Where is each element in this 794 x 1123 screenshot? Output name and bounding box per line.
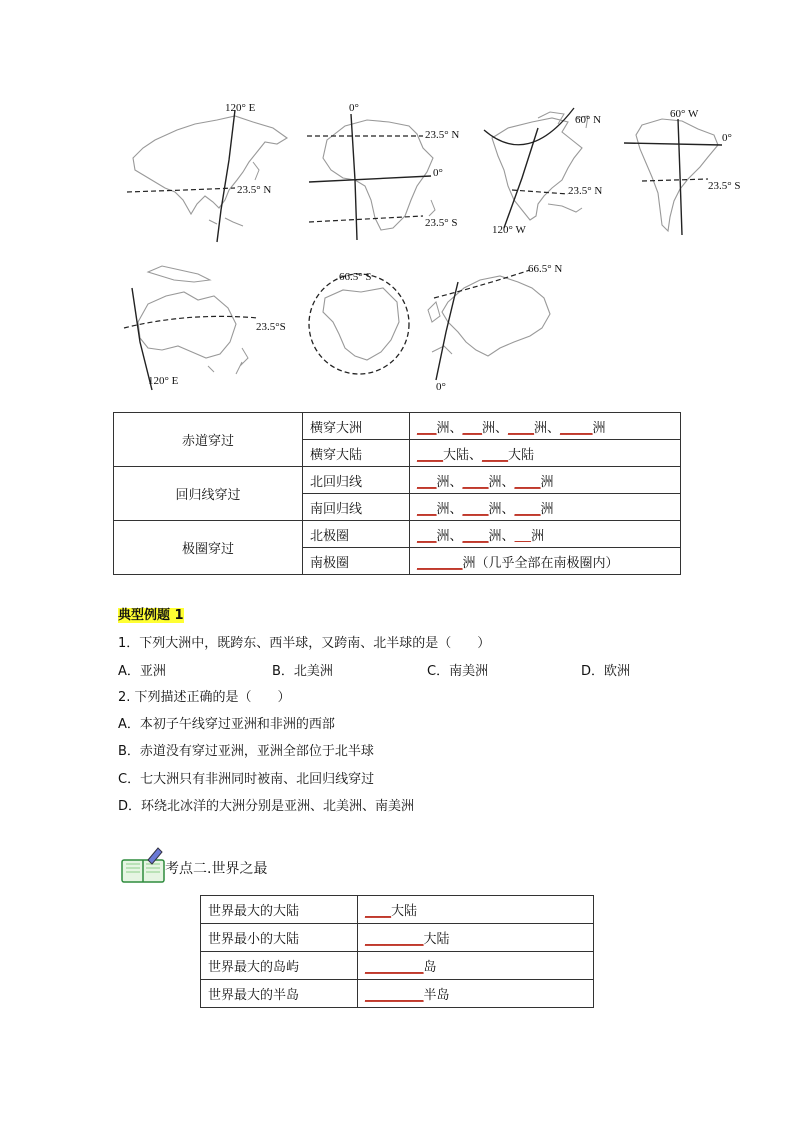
africa-map — [305, 100, 475, 245]
answer-text: 大陆、 — [443, 447, 483, 463]
africa-s-label: 23.5° S — [425, 217, 458, 229]
oceania-map — [118, 262, 308, 392]
answer-text: 洲（几乎全部在南极圈内） — [462, 555, 619, 571]
answer-cell — [410, 494, 681, 521]
asia-lon-label: 120° E — [225, 102, 256, 114]
antarctica-map — [305, 268, 415, 378]
answer-text: 洲 — [540, 474, 554, 490]
answer-blank[interactable]: ___ — [462, 420, 483, 436]
sa-lon-label: 60° W — [670, 108, 699, 120]
answer-blank[interactable]: ____ — [462, 528, 489, 544]
answer-text: 洲、 — [436, 528, 463, 544]
answer-suffix: 岛 — [423, 960, 437, 975]
q2-option-c: C．七大洲只有非洲同时被南、北回归线穿过 — [118, 772, 375, 787]
answer-text: 大陆 — [508, 447, 535, 463]
answer-text: 洲 — [531, 528, 545, 544]
answer-suffix: 大陆 — [423, 932, 450, 947]
lines-through-continents-table — [113, 412, 681, 575]
answer-blank[interactable]: ___ — [417, 420, 437, 436]
record-answer-cell — [358, 896, 594, 924]
oceania-tropic-label: 23.5°S — [256, 321, 286, 333]
answer-suffix: 大陆 — [391, 904, 418, 919]
record-item-cell: 世界最大的岛屿 — [201, 952, 358, 980]
subcategory-cell: 北回归线 — [303, 467, 410, 494]
answer-text: 洲 — [540, 501, 554, 517]
q2-option-b: B．赤道没有穿过亚洲，亚洲全部位于北半球 — [118, 744, 374, 759]
answer-blank[interactable]: ___ — [417, 528, 437, 544]
answer-blank[interactable]: ____ — [482, 447, 509, 463]
answer-cell — [410, 413, 681, 440]
table-row — [201, 924, 594, 952]
answer-suffix: 半岛 — [423, 988, 450, 1003]
answer-blank[interactable]: ____ — [462, 501, 489, 517]
answer-text: 洲、 — [482, 420, 509, 436]
answer-blank[interactable]: ____ — [508, 420, 535, 436]
subcategory-cell: 南回归线 — [303, 494, 410, 521]
answer-text: 洲、 — [534, 420, 561, 436]
answer-blank[interactable]: _________ — [365, 988, 424, 1003]
answer-text: 洲、 — [488, 501, 515, 517]
answer-blank[interactable]: ____ — [514, 474, 541, 490]
answer-blank[interactable]: _________ — [365, 932, 424, 947]
africa-eq-label: 0° — [433, 167, 443, 179]
oceania-lon-label: 120° E — [148, 375, 179, 387]
table-row — [201, 952, 594, 980]
record-item-cell: 世界最小的大陆 — [201, 924, 358, 952]
question-1: 1．下列大洲中，既跨东、西半球，又跨南、北半球的是（ ） — [118, 636, 491, 651]
answer-blank[interactable]: ___ — [417, 474, 437, 490]
na-tropic-label: 23.5° N — [568, 185, 603, 197]
world-records-table — [200, 895, 594, 1008]
answer-blank[interactable]: ____ — [365, 904, 391, 919]
answer-text: 洲、 — [488, 528, 515, 544]
africa-lon-label: 0° — [349, 102, 359, 114]
subcategory-cell: 南极圈 — [303, 548, 410, 575]
answer-blank[interactable]: ____ — [462, 474, 489, 490]
record-answer-cell — [358, 924, 594, 952]
na-polar-label: 60° N — [575, 114, 602, 126]
subcategory-cell: 横穿大洲 — [303, 413, 410, 440]
answer-text: 洲、 — [436, 501, 463, 517]
table-row — [114, 521, 681, 548]
q1-option-c: C．南美洲 — [427, 664, 489, 679]
europe-map — [418, 262, 578, 392]
europe-lon-label: 0° — [436, 381, 446, 393]
section2-title: 考点二.世界之最 — [165, 861, 268, 877]
answer-blank[interactable]: _________ — [365, 960, 424, 975]
north-america-map — [478, 108, 628, 243]
answer-cell — [410, 467, 681, 494]
record-answer-cell — [358, 980, 594, 1008]
subcategory-cell: 横穿大陆 — [303, 440, 410, 467]
asia-map — [125, 100, 295, 245]
q2-option-a: A．本初子午线穿过亚洲和非洲的西部 — [118, 717, 335, 732]
table-row — [201, 980, 594, 1008]
europe-circle-label: 66.5° N — [528, 263, 563, 275]
q1-option-a: A．亚洲 — [118, 664, 166, 679]
q1-option-d: D．欧洲 — [581, 664, 631, 679]
table-row — [114, 413, 681, 440]
answer-blank[interactable]: ____ — [417, 447, 443, 463]
answer-blank[interactable]: ____ — [514, 501, 541, 517]
answer-text: 洲、 — [436, 420, 463, 436]
category-cell: 极圈穿过 — [114, 521, 303, 575]
na-lon-label: 120° W — [492, 224, 526, 236]
subcategory-cell: 北极圈 — [303, 521, 410, 548]
antarctica-circle-label: 66.5° S — [339, 271, 372, 283]
record-item-cell: 世界最大的大陆 — [201, 896, 358, 924]
table-row — [201, 896, 594, 924]
question-2: 2. 下列描述正确的是（ ） — [118, 690, 291, 705]
sa-eq-label: 0° — [722, 132, 732, 144]
answer-blank[interactable]: ___ — [417, 501, 437, 517]
asia-lat-label: 23.5° N — [237, 184, 272, 196]
answer-text: 洲、 — [488, 474, 515, 490]
africa-n-label: 23.5° N — [425, 129, 460, 141]
answer-blank[interactable]: _______ — [417, 555, 463, 571]
record-item-cell: 世界最大的半岛 — [201, 980, 358, 1008]
answer-cell — [410, 548, 681, 575]
category-cell: 赤道穿过 — [114, 413, 303, 467]
record-answer-cell — [358, 952, 594, 980]
q2-option-d: D．环绕北冰洋的大洲分别是亚洲、北美洲、南美洲 — [118, 799, 415, 814]
answer-text: 洲 — [592, 420, 606, 436]
answer-blank[interactable]: _____ — [560, 420, 593, 436]
answer-blank[interactable] — [515, 529, 532, 544]
table-row — [114, 467, 681, 494]
sa-tropic-label: 23.5° S — [708, 180, 741, 192]
answer-text: 洲、 — [436, 474, 463, 490]
category-cell: 回归线穿过 — [114, 467, 303, 521]
answer-cell — [410, 521, 681, 548]
south-america-map — [622, 105, 752, 240]
q1-option-b: B．北美洲 — [272, 664, 333, 679]
example-heading: 典型例题 1 — [118, 608, 184, 623]
answer-cell — [410, 440, 681, 467]
